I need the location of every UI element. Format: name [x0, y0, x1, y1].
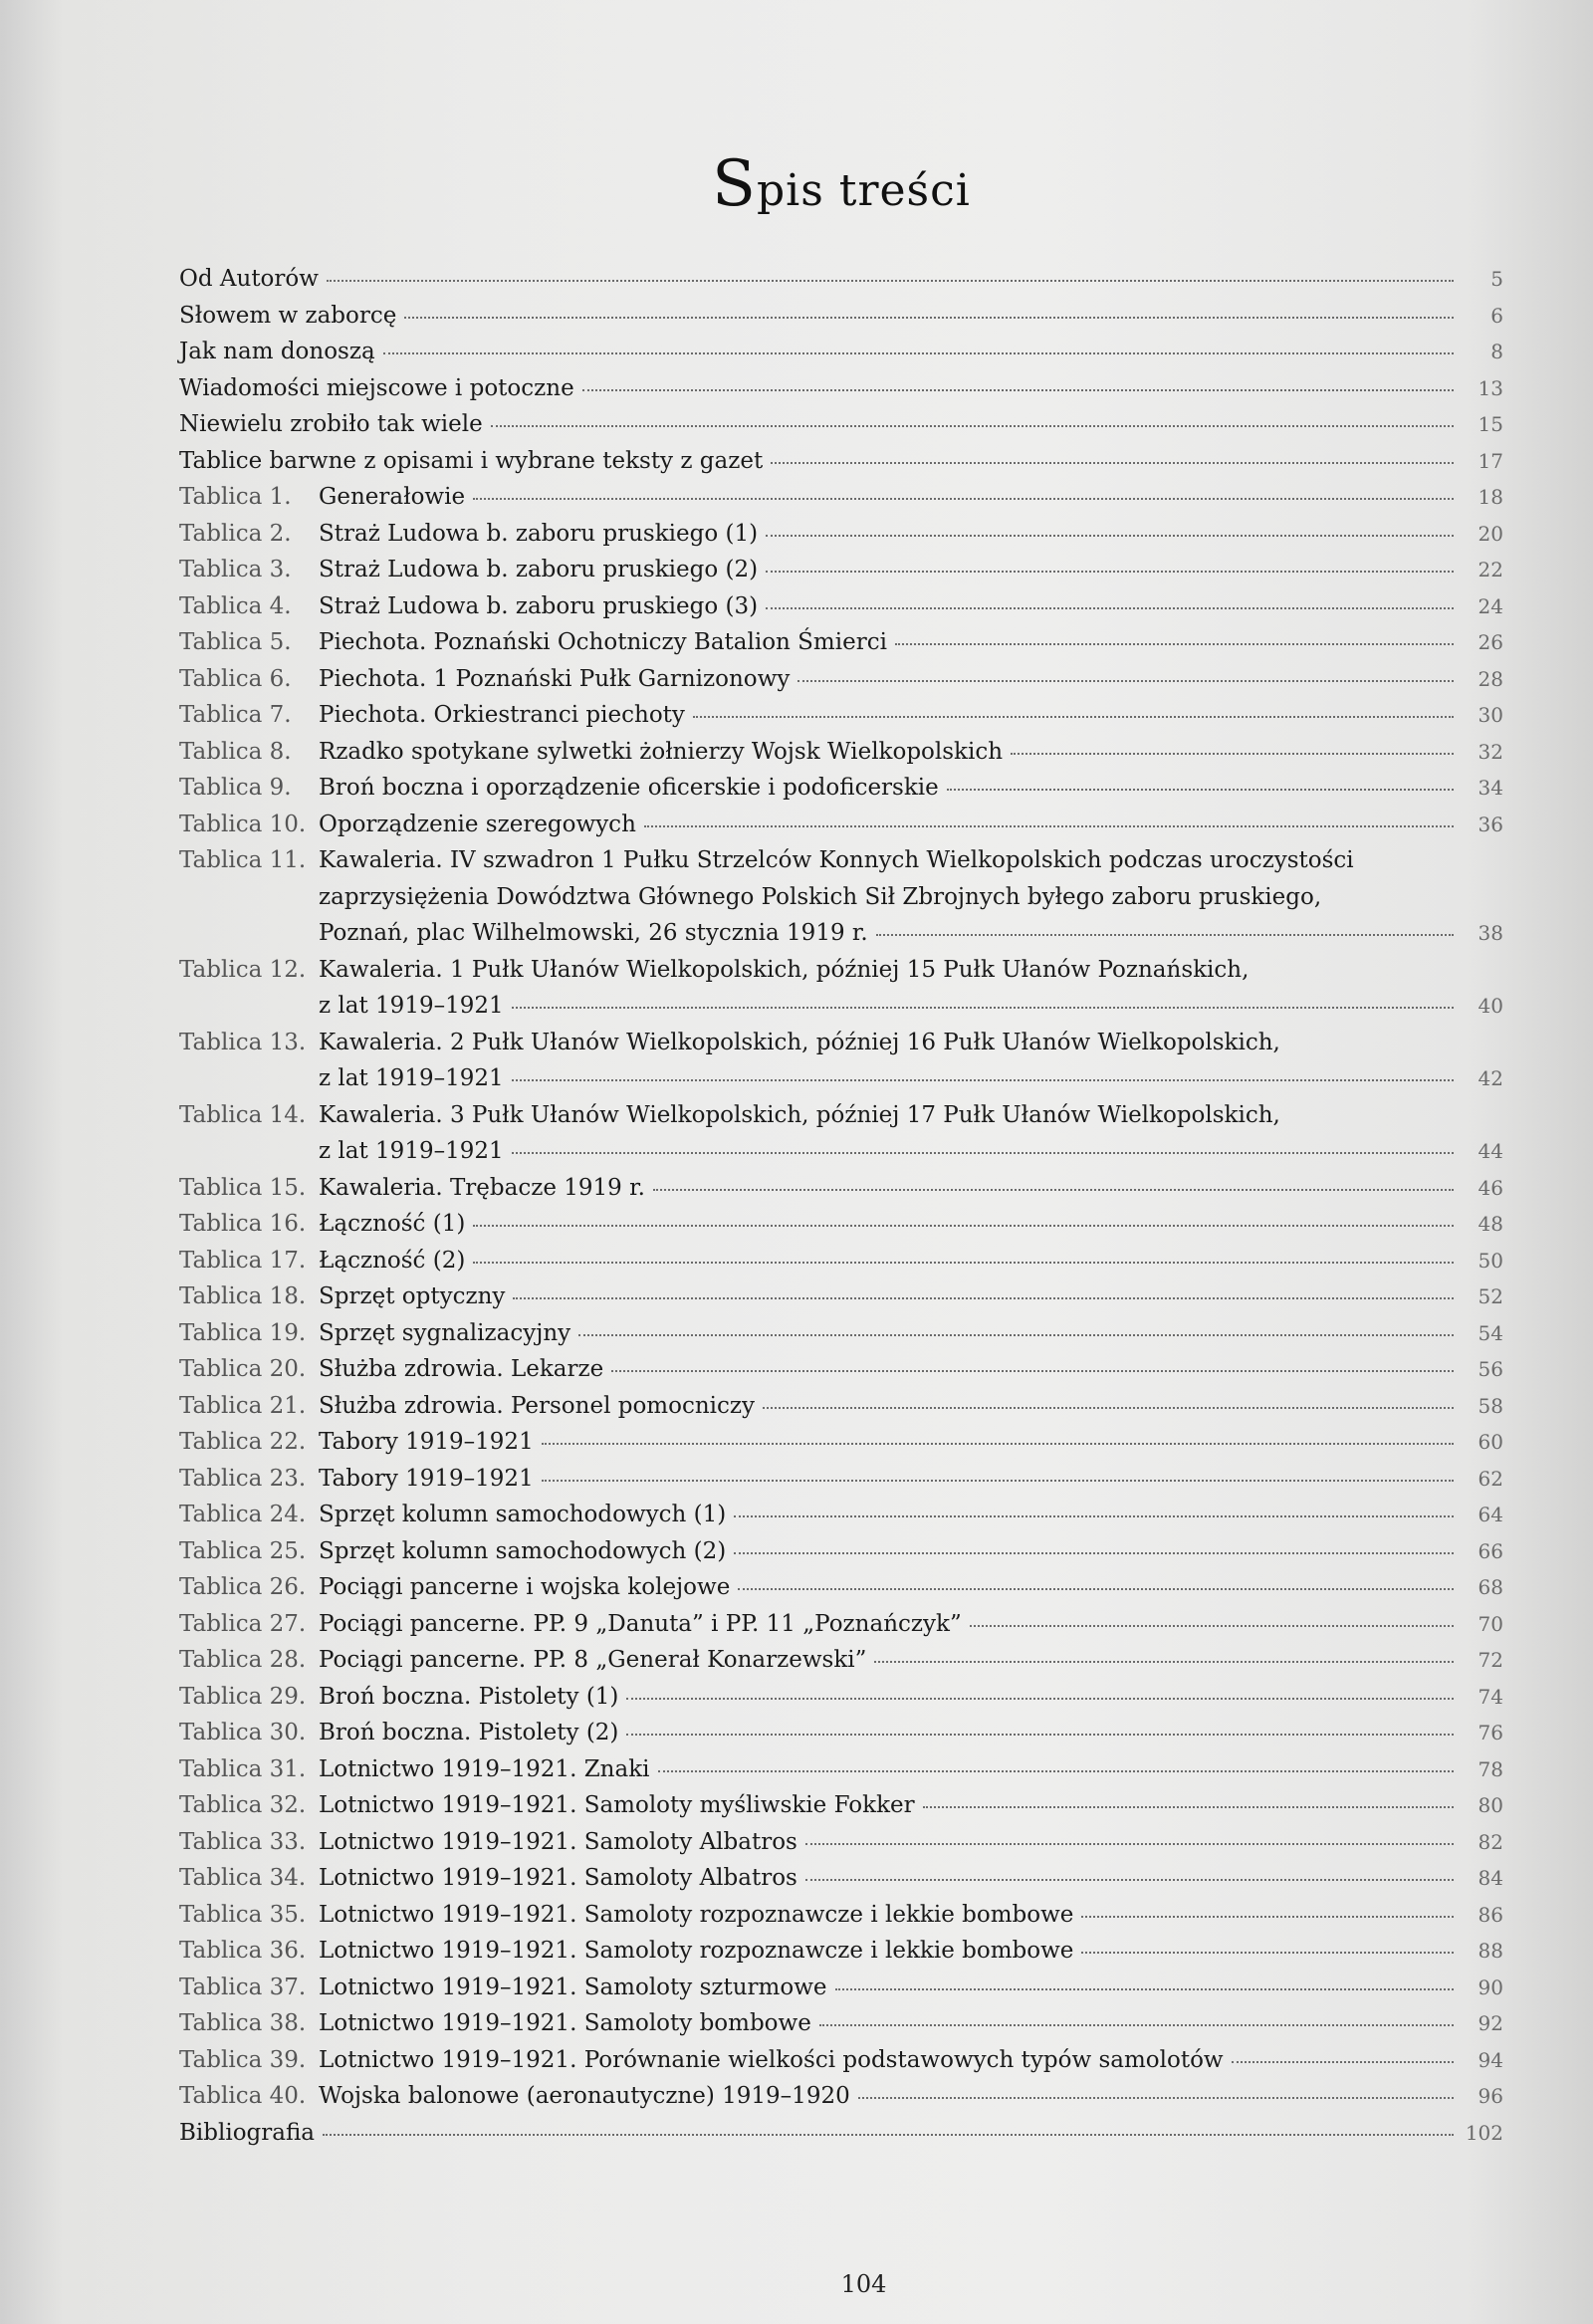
dot-leader [1232, 2061, 1454, 2063]
toc-entry-label [179, 1278, 505, 1315]
toc-entry-number: Tablica 11. [179, 847, 307, 873]
toc-entry-page: 15 [1478, 412, 1503, 436]
toc-entry-page: 70 [1478, 1611, 1503, 1636]
toc-entry-title: z lat 1919–1921 [319, 1138, 504, 1164]
toc-entry-number: Tablica 27. [179, 1610, 307, 1637]
toc-entry-title: Tablice barwne z opisami i wybrane teksty z gazet [179, 447, 764, 474]
toc-entry [179, 1933, 1503, 1970]
toc-entry-label [179, 1606, 962, 1643]
toc-entry [179, 516, 1503, 553]
toc-entry-page: 5 [1490, 267, 1503, 291]
toc-entry-page: 58 [1478, 1393, 1503, 1418]
toc-entry [179, 2042, 1503, 2079]
toc-entry-label [179, 406, 483, 443]
toc-entry-title: z lat 1919–1921 [319, 993, 504, 1019]
dot-leader [653, 1189, 1454, 1191]
toc-entry [179, 1679, 1503, 1716]
toc-entry-title: Generałowie [319, 484, 466, 510]
dot-leader [835, 1988, 1455, 1990]
toc-entry-label [179, 298, 396, 335]
toc-entry [179, 1278, 1503, 1315]
toc-entry [179, 624, 1503, 661]
toc-entry [179, 734, 1503, 771]
toc-entry-number: Tablica 9. [179, 775, 292, 801]
toc-entry [179, 1351, 1503, 1388]
dot-leader [513, 1297, 1454, 1299]
toc-entry [179, 952, 1503, 989]
dot-leader [578, 1334, 1454, 1336]
toc-entry [179, 1751, 1503, 1788]
toc-entry-page: 94 [1478, 2047, 1503, 2072]
toc-entry-label [179, 1243, 465, 1279]
toc-entry-label [179, 334, 375, 370]
toc-entry [179, 588, 1503, 625]
toc-entry-page: 32 [1478, 739, 1503, 764]
toc-entry [179, 334, 1503, 370]
toc-entry-title: Straż Ludowa b. zaboru pruskiego (1) [319, 520, 759, 547]
toc-entry-number: Tablica 23. [179, 1465, 307, 1492]
toc-entry-title: Bibliografia [179, 2119, 316, 2146]
toc-entry-title: Lotnictwo 1919–1921. Samoloty bombowe [319, 2010, 811, 2036]
toc-entry-label [179, 1860, 797, 1897]
toc-entry-label [179, 1170, 645, 1207]
toc-entry-title: Od Autorów [179, 266, 319, 292]
toc-entry-page: 72 [1478, 1648, 1503, 1672]
toc-entry [179, 443, 1503, 480]
toc-entry-page: 102 [1465, 2120, 1503, 2145]
toc-entry [179, 1388, 1503, 1425]
toc-entry-label [179, 370, 574, 407]
dot-leader [404, 317, 1454, 319]
dot-leader [658, 1770, 1455, 1772]
toc-entry [179, 1533, 1503, 1570]
dot-leader [644, 825, 1454, 827]
toc-entry-title: Kawaleria. Trębacze 1919 r. [319, 1174, 645, 1201]
toc-entry-continuation [179, 1060, 1503, 1097]
toc-entry-title: Piechota. 1 Poznański Pułk Garnizonowy [319, 665, 791, 692]
dot-leader [819, 2024, 1454, 2026]
toc-entry-title: Piechota. Orkiestranci piechoty [319, 702, 685, 728]
toc-entry-page: 64 [1478, 1503, 1503, 1526]
toc-entry-label [179, 1461, 534, 1498]
toc-entry-continuation [179, 988, 1503, 1025]
toc-entry-label [179, 952, 1249, 989]
toc-entry-number: Tablica 36. [179, 1938, 307, 1964]
dot-leader [947, 789, 1454, 791]
toc-entry-page: 80 [1478, 1793, 1503, 1817]
toc-entry-label [179, 1133, 504, 1170]
toc-entry [179, 1860, 1503, 1897]
toc-entry-label [179, 988, 504, 1025]
toc-entry-number: Tablica 28. [179, 1647, 307, 1673]
toc-entry-title: Oporządzenie szeregowych [319, 811, 636, 837]
toc-entry-number: Tablica 31. [179, 1755, 307, 1782]
dot-leader [734, 1515, 1454, 1517]
dot-leader [805, 1843, 1454, 1845]
toc-entry-page: 18 [1478, 485, 1503, 509]
toc-entry [179, 770, 1503, 807]
toc-entry-title: Kawaleria. IV szwadron 1 Pułku Strzelców Konnych Wielkopolskich podczas uroczystości [319, 847, 1354, 873]
toc-entry [179, 1243, 1503, 1279]
toc-entry-title: Lotnictwo 1919–1921. Samoloty rozpoznawcze i lekkie bombowe [319, 1901, 1074, 1928]
dot-leader [738, 1588, 1454, 1590]
toc-entry-label [179, 1060, 504, 1097]
toc-entry [179, 661, 1503, 698]
toc-entry-title: Sprzęt kolumn samochodowych (1) [319, 1502, 727, 1527]
toc-entry [179, 261, 1503, 298]
dot-leader [582, 389, 1454, 391]
toc-entry-label [179, 1351, 603, 1388]
dot-leader [611, 1370, 1454, 1372]
toc-entry-number: Tablica 30. [179, 1720, 307, 1745]
toc-entry [179, 2115, 1503, 2152]
toc-entry-title: zaprzysiężenia Dowództwa Głównego Polskich Sił Zbrojnych byłego zaboru pruskiego, [319, 883, 1322, 910]
toc-entry-title: Wiadomości miejscowe i potoczne [179, 374, 574, 401]
toc-entry-number: Tablica 14. [179, 1101, 307, 1128]
toc-entry-number: Tablica 26. [179, 1574, 307, 1600]
dot-leader [923, 1806, 1454, 1808]
dot-leader [626, 1734, 1454, 1736]
toc-entry [179, 2078, 1503, 2115]
toc-entry-page: 40 [1478, 994, 1503, 1018]
dot-leader [473, 1225, 1454, 1227]
toc-entry-title: Broń boczna. Pistolety (2) [319, 1720, 619, 1745]
toc-entry-page: 24 [1478, 593, 1503, 618]
toc-entry-title: Broń boczna. Pistolety (1) [319, 1683, 619, 1710]
toc-entry-page: 48 [1478, 1212, 1503, 1236]
toc-entry-label [179, 1824, 797, 1861]
toc-entry [179, 1461, 1503, 1498]
toc-entry-page: 34 [1478, 776, 1503, 800]
toc-entry-title: Łączność (1) [319, 1211, 466, 1237]
toc-entry-label [179, 1569, 730, 1606]
toc-entry-number: Tablica 10. [179, 811, 307, 837]
toc-entry-page: 22 [1478, 558, 1503, 581]
toc-entry-number: Tablica 2. [179, 520, 292, 547]
toc-entry-label [179, 1497, 726, 1533]
toc-entry-title: Lotnictwo 1919–1921. Samoloty Albatros [319, 1865, 797, 1891]
toc-entry-title: Łączność (2) [319, 1247, 466, 1274]
dot-leader [542, 1480, 1454, 1482]
toc-entry-label [179, 1933, 1073, 1970]
toc-entry [179, 807, 1503, 843]
toc-entry [179, 298, 1503, 335]
toc-entry-page: 6 [1490, 303, 1503, 328]
dot-leader [766, 607, 1454, 609]
toc-entry-label [179, 2078, 850, 2115]
dot-leader [766, 535, 1454, 537]
toc-entry-page: 17 [1478, 448, 1503, 473]
toc-entry-title: Lotnictwo 1919–1921. Samoloty Albatros [319, 1828, 797, 1855]
dot-leader [327, 280, 1454, 282]
toc-entry-number: Tablica 40. [179, 2083, 307, 2109]
toc-entry-number: Tablica 37. [179, 1974, 307, 2000]
dot-leader [805, 1879, 1454, 1881]
toc-entry-label [179, 443, 763, 480]
toc-entry-number: Tablica 7. [179, 702, 292, 728]
toc-entry-page: 52 [1478, 1284, 1503, 1308]
toc-entry-title: Lotnictwo 1919–1921. Samoloty myśliwskie Fokker [319, 1792, 915, 1818]
toc-entry-number: Tablica 32. [179, 1792, 307, 1818]
toc-entry-page: 60 [1478, 1430, 1503, 1454]
toc-entry-label [179, 516, 758, 553]
dot-leader [895, 643, 1454, 645]
toc-entry-number: Tablica 8. [179, 738, 292, 765]
toc-entry-label [179, 261, 319, 298]
toc-entry [179, 406, 1503, 443]
toc-entry-page: 86 [1478, 1902, 1503, 1927]
toc-entry-number: Tablica 20. [179, 1356, 307, 1382]
toc-entry-title: Wojska balonowe (aeronautyczne) 1919–1920 [319, 2083, 850, 2109]
toc-entry-label [179, 1206, 465, 1243]
dot-leader [970, 1625, 1454, 1627]
toc-entry [179, 2005, 1503, 2042]
toc-entry-page: 56 [1478, 1357, 1503, 1381]
dot-leader [1081, 1916, 1454, 1918]
toc-entry [179, 370, 1503, 407]
dot-leader [512, 1007, 1454, 1009]
toc-entry-title: Niewielu zrobiło tak wiele [179, 411, 483, 437]
dot-leader [473, 498, 1454, 500]
toc-entry [179, 1824, 1503, 1861]
toc-entry [179, 697, 1503, 734]
toc-entry-number: Tablica 22. [179, 1429, 307, 1455]
toc-entry-label [179, 1897, 1073, 1934]
toc-entry-page: 90 [1478, 1975, 1503, 1999]
toc-entry-number: Tablica 5. [179, 629, 292, 655]
toc-entry-number: Tablica 3. [179, 557, 292, 582]
toc-entry-number: Tablica 34. [179, 1865, 307, 1891]
toc-entry-page: 54 [1478, 1320, 1503, 1345]
toc-entry-number: Tablica 38. [179, 2010, 307, 2036]
dot-leader [734, 1552, 1454, 1554]
toc-entry-label [179, 1787, 915, 1824]
toc-entry-title: Pociągi pancerne. PP. 8 „Generał Konarzewski” [319, 1647, 867, 1673]
toc-entry-continuation [179, 915, 1503, 952]
toc-entry [179, 1897, 1503, 1934]
toc-entry-continuation [179, 1133, 1503, 1170]
dot-leader [771, 462, 1454, 464]
toc-entry-title: Straż Ludowa b. zaboru pruskiego (2) [319, 557, 759, 582]
toc-entry-label [179, 479, 465, 516]
toc-entry-number: Tablica 24. [179, 1502, 307, 1527]
toc-entry-page: 38 [1478, 921, 1503, 945]
toc-entry-label [179, 1751, 650, 1788]
toc-entry-page: 44 [1478, 1139, 1503, 1163]
toc-entry [179, 1315, 1503, 1352]
toc-entry-title: Rzadko spotykane sylwetki żołnierzy Wojsk Wielkopolskich [319, 738, 1004, 765]
toc-entry-label [179, 661, 790, 698]
toc-entry-label [179, 1424, 534, 1461]
toc-entry-title: Lotnictwo 1919–1921. Samoloty rozpoznawcze i lekkie bombowe [319, 1938, 1074, 1964]
toc-entry [179, 1970, 1503, 2006]
toc-entry-number: Tablica 16. [179, 1211, 307, 1237]
toc-entry-title: Sprzęt sygnalizacyjny [319, 1319, 571, 1346]
toc-entry-number: Tablica 39. [179, 2046, 307, 2073]
dot-leader [1081, 1952, 1454, 1954]
toc-entry-page: 20 [1478, 521, 1503, 546]
toc-entry-title: Jak nam donoszą [179, 339, 375, 364]
toc-entry [179, 1497, 1503, 1533]
dot-leader [473, 1262, 1454, 1264]
toc-entry [179, 552, 1503, 588]
toc-entry [179, 1206, 1503, 1243]
toc-entry-number: Tablica 15. [179, 1174, 307, 1201]
toc-entry-page: 28 [1478, 666, 1503, 691]
toc-entry-label [179, 588, 758, 625]
dot-leader [874, 1661, 1454, 1663]
toc-entry-page: 78 [1478, 1756, 1503, 1781]
toc-entry-label [179, 1970, 827, 2006]
toc-entry-page: 88 [1478, 1939, 1503, 1963]
toc-entry-label [179, 1097, 1280, 1134]
toc-entry [179, 1715, 1503, 1751]
toc-entry-label [179, 1388, 755, 1425]
toc-entry-label [179, 734, 1003, 771]
toc-entry-number: Tablica 6. [179, 665, 292, 692]
page-number: 104 [840, 2270, 887, 2298]
toc-entry-title: Kawaleria. 1 Pułk Ułanów Wielkopolskich, później 15 Pułk Ułanów Poznańskich, [319, 956, 1250, 983]
dot-leader [542, 1443, 1454, 1445]
toc-entry-page: 84 [1478, 1866, 1503, 1890]
toc-entry-page: 30 [1478, 703, 1503, 727]
dot-leader [491, 425, 1454, 427]
toc-entry-page: 42 [1478, 1066, 1503, 1090]
toc-entry-page: 26 [1478, 630, 1503, 654]
toc-entry [179, 1787, 1503, 1824]
toc-entry-title: Broń boczna i oporządzenie oficerskie i podoficerskie [319, 775, 939, 801]
toc-entry-title: Sprzęt kolumn samochodowych (2) [319, 1537, 727, 1564]
toc-entry [179, 1569, 1503, 1606]
toc-entry-title: Straż Ludowa b. zaboru pruskiego (3) [319, 592, 759, 619]
toc-entry-label [179, 842, 1354, 879]
toc-entry-label [179, 915, 868, 952]
toc-entry-page: 62 [1478, 1466, 1503, 1491]
toc-entry [179, 1097, 1503, 1134]
toc-entry-number: Tablica 1. [179, 484, 292, 510]
toc-entry-label [179, 624, 887, 661]
toc-entry [179, 1642, 1503, 1679]
toc-entry-page: 96 [1478, 2084, 1503, 2108]
toc-entry-label [179, 2005, 811, 2042]
toc-entry-continuation [179, 879, 1503, 916]
toc-entry [179, 1424, 1503, 1461]
toc-entry-title: Sprzęt optyczny [319, 1283, 506, 1309]
toc-entry-page: 50 [1478, 1248, 1503, 1273]
toc-entry-label [179, 1025, 1280, 1061]
dot-leader [512, 1152, 1454, 1154]
toc-entry-label [179, 697, 685, 734]
toc-entry-title: Służba zdrowia. Lekarze [319, 1356, 604, 1382]
toc-entry [179, 842, 1503, 879]
toc-entry-page: 68 [1478, 1575, 1503, 1599]
title-initial: S [712, 147, 757, 221]
dot-leader [766, 571, 1454, 573]
toc-entry-label [179, 552, 758, 588]
toc-entry-number: Tablica 19. [179, 1319, 307, 1346]
toc-entry-title: Piechota. Poznański Ochotniczy Batalion Śmierci [319, 629, 887, 655]
toc-entry-page: 76 [1478, 1721, 1503, 1744]
toc-entry-page: 13 [1478, 375, 1503, 400]
dot-leader [858, 2097, 1454, 2099]
toc-entry-label [179, 1642, 866, 1679]
toc-entry-title: Tabory 1919–1921 [319, 1429, 534, 1455]
page-title [0, 147, 1593, 221]
dot-leader [323, 2134, 1454, 2136]
toc-entry [179, 479, 1503, 516]
table-of-contents [179, 261, 1503, 2151]
toc-entry-page: 66 [1478, 1538, 1503, 1563]
toc-entry-label [179, 879, 1321, 916]
toc-entry-page: 46 [1478, 1175, 1503, 1200]
toc-entry-number: Tablica 18. [179, 1283, 307, 1309]
toc-entry-title: Lotnictwo 1919–1921. Znaki [319, 1755, 650, 1782]
toc-entry-label [179, 2042, 1224, 2079]
dot-leader [876, 934, 1454, 936]
toc-entry-page: 8 [1490, 340, 1503, 363]
toc-entry-title: z lat 1919–1921 [319, 1065, 504, 1091]
dot-leader [383, 352, 1454, 354]
toc-entry-number: Tablica 13. [179, 1029, 307, 1055]
dot-leader [512, 1079, 1454, 1081]
toc-entry-number: Tablica 33. [179, 1828, 307, 1855]
dot-leader [626, 1698, 1454, 1700]
toc-entry-number: Tablica 35. [179, 1901, 307, 1928]
toc-entry-number: Tablica 4. [179, 592, 292, 619]
toc-entry [179, 1606, 1503, 1643]
toc-entry-title: Tabory 1919–1921 [319, 1465, 534, 1492]
toc-entry-label [179, 807, 636, 843]
toc-entry-label [179, 1679, 618, 1716]
toc-entry-page: 74 [1478, 1684, 1503, 1709]
dot-leader [693, 716, 1454, 718]
toc-entry-title: Pociągi pancerne. PP. 9 „Danuta” i PP. 11 „Poznańczyk” [319, 1610, 962, 1637]
toc-entry-label [179, 1715, 618, 1751]
toc-entry-title: Pociągi pancerne i wojska kolejowe [319, 1574, 731, 1600]
toc-entry-label [179, 2115, 315, 2152]
toc-entry-title: Poznań, plac Wilhelmowski, 26 stycznia 1919 r. [319, 920, 868, 946]
toc-entry-number: Tablica 12. [179, 956, 307, 983]
toc-entry [179, 1170, 1503, 1207]
dot-leader [763, 1407, 1454, 1409]
title-rest: pis treści [756, 165, 971, 216]
dot-leader [1011, 753, 1454, 755]
toc-entry [179, 1025, 1503, 1061]
toc-entry-title: Kawaleria. 2 Pułk Ułanów Wielkopolskich, później 16 Pułk Ułanów Wielkopolskich, [319, 1029, 1280, 1055]
toc-entry-number: Tablica 17. [179, 1247, 307, 1274]
toc-entry-number: Tablica 29. [179, 1683, 307, 1710]
toc-entry-title: Lotnictwo 1919–1921. Porównanie wielkości podstawowych typów samolotów [319, 2046, 1224, 2073]
toc-entry-page: 92 [1478, 2011, 1503, 2035]
toc-entry-title: Lotnictwo 1919–1921. Samoloty szturmowe [319, 1974, 827, 2000]
toc-entry-number: Tablica 21. [179, 1392, 307, 1419]
toc-entry-title: Słowem w zaborcę [179, 302, 397, 329]
toc-entry-page: 82 [1478, 1829, 1503, 1854]
dot-leader [797, 680, 1454, 682]
toc-entry-page: 36 [1478, 812, 1503, 836]
toc-entry-label [179, 770, 939, 807]
toc-entry-title: Kawaleria. 3 Pułk Ułanów Wielkopolskich, później 17 Pułk Ułanów Wielkopolskich, [319, 1101, 1280, 1128]
toc-entry-label [179, 1315, 570, 1352]
toc-entry-label [179, 1533, 726, 1570]
toc-entry-title: Służba zdrowia. Personel pomocniczy [319, 1392, 756, 1419]
toc-entry-number: Tablica 25. [179, 1537, 307, 1564]
